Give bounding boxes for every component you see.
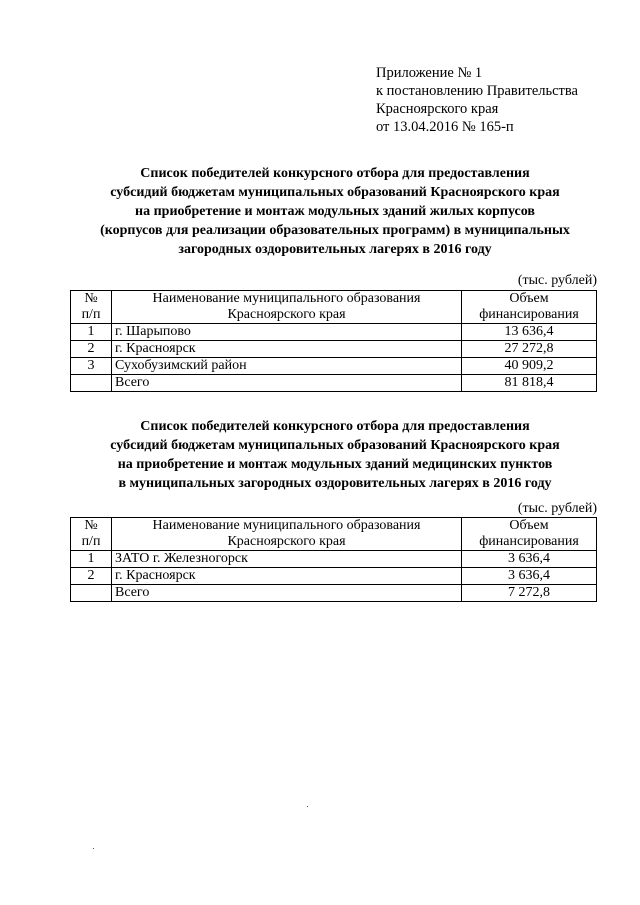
row-name: Всего	[112, 585, 462, 602]
section1-title-line: субсидий бюджетам муниципальных образований Красноярского края	[110, 185, 560, 200]
table-total-row	[71, 585, 597, 602]
section2-title-line: в муниципальных загородных оздоровительных лагерях в 2016 году	[118, 476, 552, 491]
row-amount: 3 636,4	[462, 551, 597, 568]
header-amount-line1: Объем	[509, 518, 549, 533]
row-name: г. Красноярск	[112, 341, 462, 358]
header-amount-line2: финансирования	[479, 534, 579, 549]
row-amount: 13 636,4	[462, 324, 597, 341]
row-num: 2	[71, 341, 112, 358]
appendix-number: Приложение № 1	[376, 65, 483, 81]
appendix-region-line: Красноярского края	[376, 101, 499, 117]
row-num: 1	[71, 551, 112, 568]
section2-title-line: субсидий бюджетам муниципальных образований Красноярского края	[110, 438, 560, 453]
header-name-line1: Наименование муниципального образования	[152, 518, 421, 533]
section2-unit-label: (тыс. рублей)	[517, 501, 597, 516]
header-amount	[462, 518, 597, 551]
table-row	[71, 358, 597, 375]
header-num	[71, 518, 112, 551]
table-row	[71, 568, 597, 585]
section1-unit-label: (тыс. рублей)	[517, 273, 597, 288]
section1-title-line: на приобретение и монтаж модульных зданий жилых корпусов	[135, 204, 535, 219]
table-header-row	[71, 291, 597, 324]
section1-title-line: Список победителей конкурсного отбора для предоставления	[140, 166, 530, 181]
row-amount: 27 272,8	[462, 341, 597, 358]
header-num	[71, 291, 112, 324]
section2-title-line: Список победителей конкурсного отбора для предоставления	[140, 419, 530, 434]
table-total-row	[71, 375, 597, 392]
section1-table	[70, 290, 597, 392]
row-name: Сухобузимский район	[112, 358, 462, 375]
header-name-line1: Наименование муниципального образования	[152, 291, 421, 306]
appendix-date-line: от 13.04.2016 № 165-п	[376, 119, 514, 135]
table-row	[71, 551, 597, 568]
scan-speck	[307, 806, 308, 807]
header-num-line2: п/п	[81, 534, 101, 549]
header-amount	[462, 291, 597, 324]
row-num: 3	[71, 358, 112, 375]
header-num-line1: №	[84, 518, 98, 533]
section1-title-line: (корпусов для реализации образовательных программ) в муниципальных	[100, 223, 570, 238]
header-name	[112, 291, 462, 324]
row-num: 2	[71, 568, 112, 585]
row-name: Всего	[112, 375, 462, 392]
table-row	[71, 324, 597, 341]
row-num	[71, 585, 112, 602]
appendix-decree-line: к постановлению Правительства	[376, 83, 578, 99]
row-amount: 40 909,2	[462, 358, 597, 375]
header-num-line2: п/п	[81, 307, 101, 322]
table-header-row	[71, 518, 597, 551]
scan-speck	[93, 848, 94, 849]
section2-title-line: на приобретение и монтаж модульных зданий медицинских пунктов	[117, 457, 553, 472]
section1-title	[60, 164, 610, 259]
section2-title	[60, 417, 610, 493]
row-num: 1	[71, 324, 112, 341]
header-name	[112, 518, 462, 551]
header-amount-line2: финансирования	[479, 307, 579, 322]
header-amount-line1: Объем	[509, 291, 549, 306]
header-name-line2: Красноярского края	[227, 534, 346, 549]
appendix-reference	[376, 64, 578, 136]
header-num-line1: №	[84, 291, 98, 306]
header-name-line2: Красноярского края	[227, 307, 346, 322]
row-amount: 7 272,8	[462, 585, 597, 602]
section2-table	[70, 517, 597, 602]
row-amount: 81 818,4	[462, 375, 597, 392]
row-name: г. Красноярск	[112, 568, 462, 585]
row-num	[71, 375, 112, 392]
section1-title-line: загородных оздоровительных лагерях в 2016 году	[178, 242, 492, 257]
row-name: ЗАТО г. Железногорск	[112, 551, 462, 568]
table-row	[71, 341, 597, 358]
row-amount: 3 636,4	[462, 568, 597, 585]
row-name: г. Шарыпово	[112, 324, 462, 341]
